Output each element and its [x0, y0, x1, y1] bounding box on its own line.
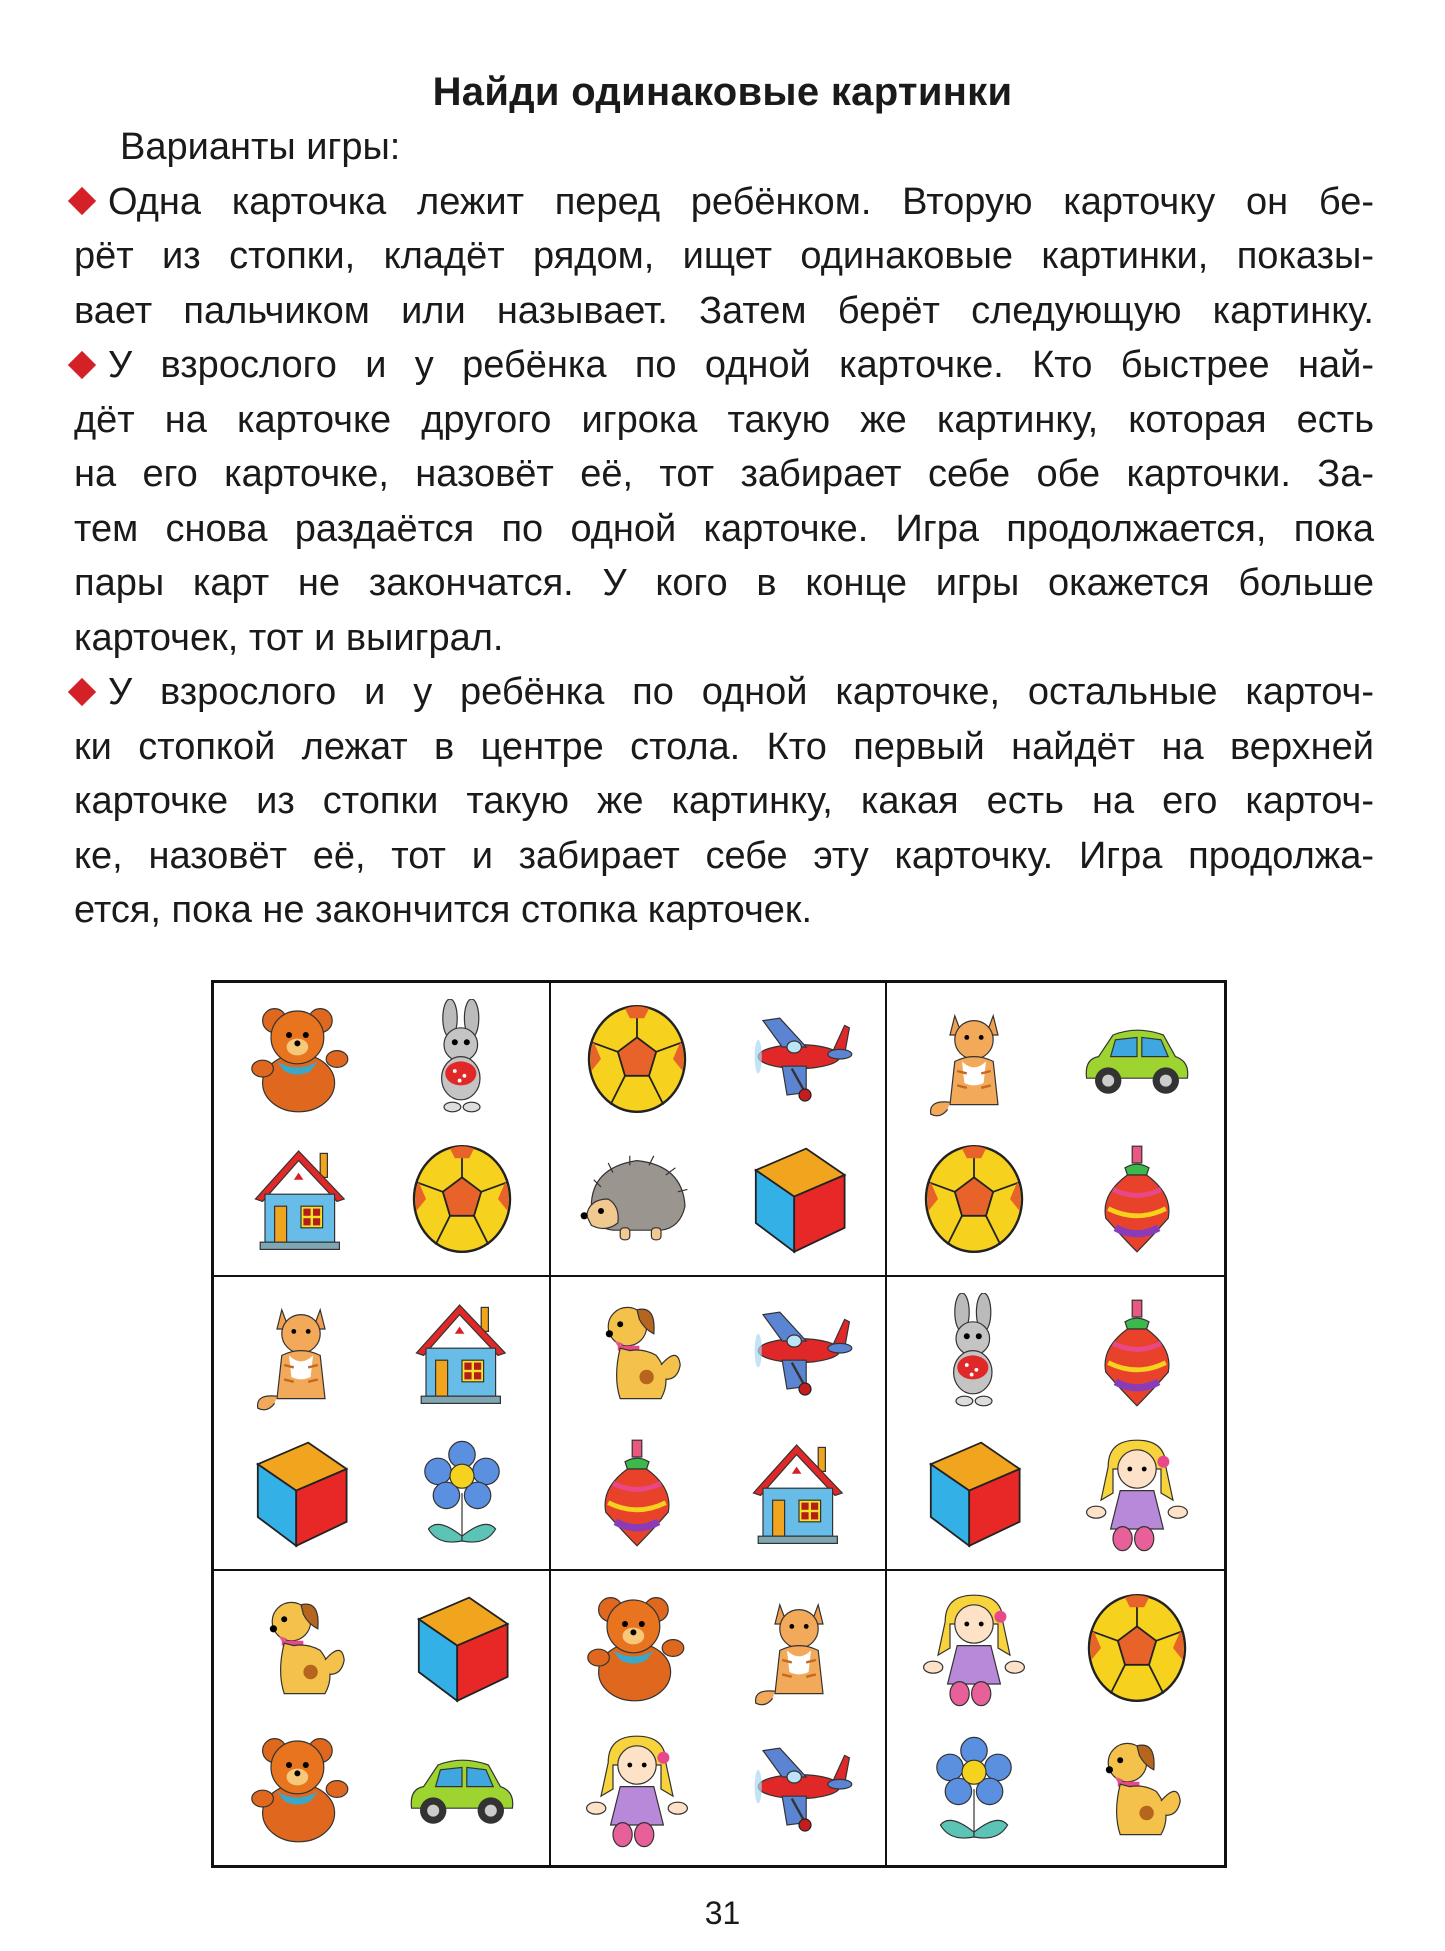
line-text: на его карточке, назовёт её, тот забирает себе обе карточки. За- — [74, 453, 1374, 495]
picture-card — [551, 1277, 888, 1571]
cards-grid — [211, 980, 1227, 1868]
cube-icon — [893, 1423, 1055, 1563]
diamond-bullet-icon — [68, 187, 96, 215]
doll-icon — [557, 1718, 718, 1859]
doll-icon — [1056, 1423, 1218, 1563]
house-icon — [381, 1283, 542, 1423]
teddy-bear-icon — [220, 989, 381, 1129]
puppy-icon — [557, 1283, 718, 1423]
line-text: карточек, тот и выиграл. — [74, 616, 504, 659]
line-text: Одна карточка лежит перед ребёнком. Вторую карточку он бе- — [108, 180, 1374, 223]
picture-card — [551, 983, 888, 1277]
line-text: У взрослого и у ребёнка по одной карточке, остальные карточ- — [108, 671, 1374, 713]
line-text: тем снова раздаётся по одной карточке. Игра продолжается, пока — [74, 507, 1374, 550]
picture-card — [887, 983, 1224, 1277]
text-line — [74, 720, 1374, 775]
airplane-icon — [718, 1718, 879, 1859]
text-line — [64, 665, 1374, 720]
text-line — [74, 284, 1374, 339]
text-line — [74, 502, 1374, 557]
puppy-icon — [220, 1577, 381, 1718]
spinning-top-icon — [1056, 1129, 1218, 1269]
text-line — [74, 883, 1374, 938]
text-line — [74, 447, 1374, 502]
bunny-icon — [893, 1283, 1055, 1423]
line-text: У взрослого и у ребёнка по одной карточке. Кто быстрее най- — [108, 344, 1374, 386]
text-line — [64, 175, 1374, 230]
teddy-bear-icon — [220, 1718, 381, 1859]
hedgehog-icon — [557, 1129, 718, 1269]
ball-icon — [557, 989, 718, 1129]
house-icon — [718, 1423, 879, 1563]
flower-icon — [381, 1423, 542, 1563]
ball-icon — [1056, 1577, 1218, 1718]
airplane-icon — [718, 1283, 879, 1423]
cube-icon — [381, 1577, 542, 1718]
picture-card — [214, 1277, 551, 1571]
car-icon — [381, 1718, 542, 1859]
line-text: пары карт не закончатся. У кого в конце игры окажется больше — [74, 562, 1374, 604]
picture-card — [551, 1571, 888, 1865]
teddy-bear-icon — [557, 1577, 718, 1718]
picture-card — [887, 1571, 1224, 1865]
text-line — [74, 611, 1374, 666]
text-line — [74, 556, 1374, 611]
house-icon — [220, 1129, 381, 1269]
variants-heading: Варианты игры: — [120, 126, 401, 168]
cat-icon — [220, 1283, 381, 1423]
line-text: вает пальчиком или называет. Затем берёт следующую картинку. — [74, 289, 1374, 332]
page-title: Найди одинаковые картинки — [432, 70, 1013, 114]
puppy-icon — [1056, 1718, 1218, 1859]
picture-card — [214, 1571, 551, 1865]
text-line — [74, 774, 1374, 829]
text-line — [64, 338, 1374, 393]
airplane-icon — [718, 989, 879, 1129]
picture-card — [887, 1277, 1224, 1571]
text-line — [74, 229, 1374, 284]
cat-icon — [893, 989, 1055, 1129]
flower-icon — [893, 1718, 1055, 1859]
line-text: рёт из стопки, кладёт рядом, ищет одинаковые картинки, показы- — [74, 235, 1374, 277]
line-text: дёт на карточке другого игрока такую же картинку, которая есть — [74, 398, 1374, 441]
instructions — [74, 120, 1374, 938]
ball-icon — [381, 1129, 542, 1269]
cube-icon — [220, 1423, 381, 1563]
car-icon — [1056, 989, 1218, 1129]
diamond-bullet-icon — [68, 678, 96, 706]
line-text: карточке из стопки такую же картинку, какая есть на его карточ- — [74, 780, 1374, 822]
line-text: ется, пока не закончится стопка карточек. — [74, 889, 813, 931]
diamond-bullet-icon — [68, 351, 96, 379]
spinning-top-icon — [1056, 1283, 1218, 1423]
line-text: ке, назовёт её, тот и забирает себе эту карточку. Игра продолжа- — [74, 834, 1374, 877]
instruction-lines — [74, 175, 1374, 938]
text-line — [74, 829, 1374, 884]
page-number: 31 — [704, 1895, 741, 1931]
text-line — [74, 393, 1374, 448]
cat-icon — [718, 1577, 879, 1718]
doll-icon — [893, 1577, 1055, 1718]
line-text: ки стопкой лежат в центре стола. Кто первый найдёт на верхней — [74, 725, 1374, 768]
bunny-icon — [381, 989, 542, 1129]
picture-card — [214, 983, 551, 1277]
ball-icon — [893, 1129, 1055, 1269]
cube-icon — [718, 1129, 879, 1269]
spinning-top-icon — [557, 1423, 718, 1563]
